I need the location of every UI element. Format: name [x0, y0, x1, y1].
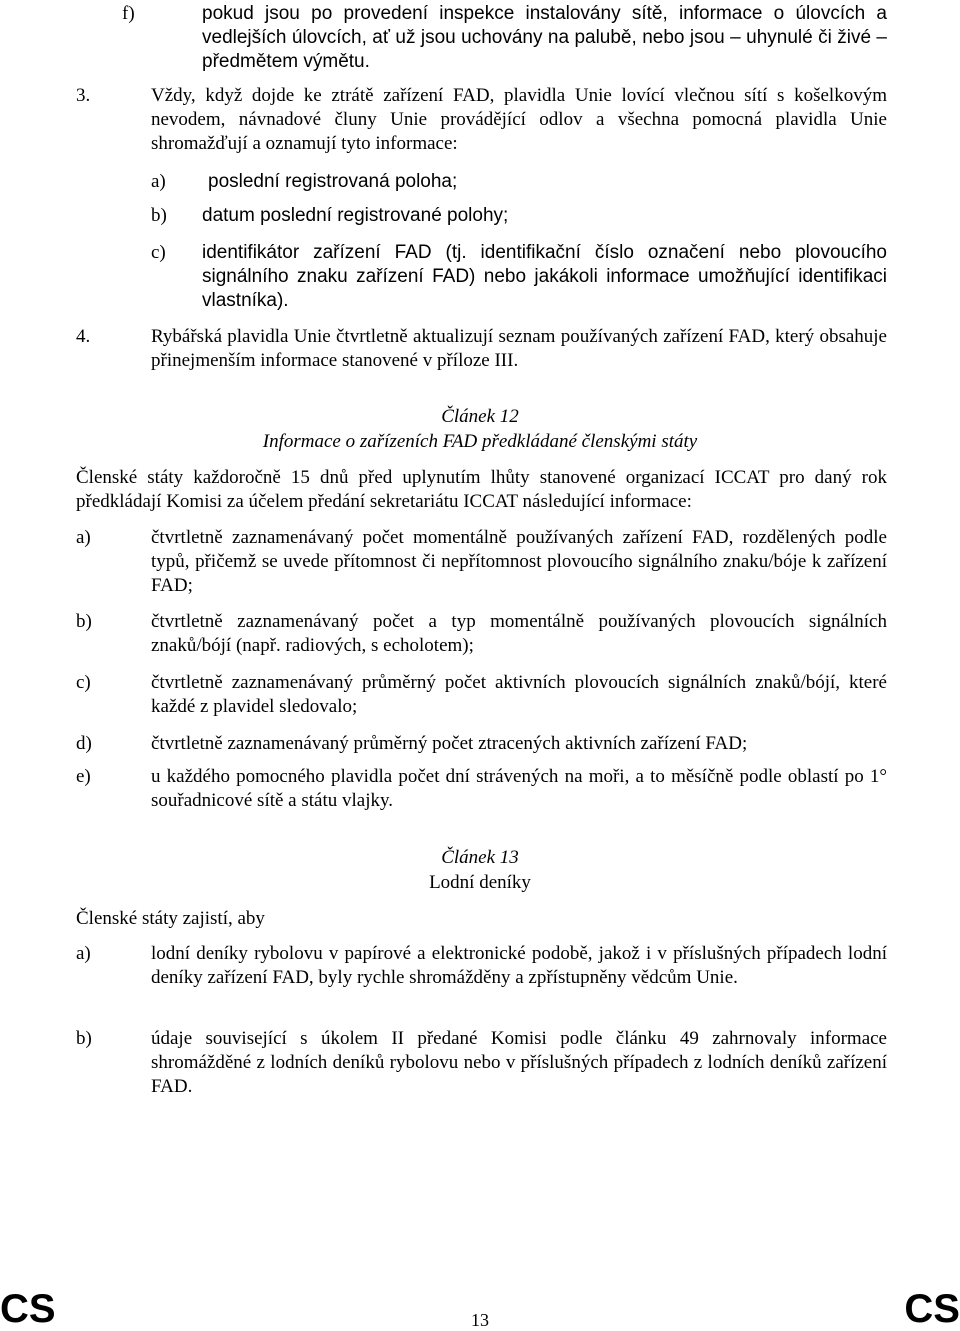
footer-language-left: CS [0, 1287, 56, 1331]
item-label: d) [76, 733, 92, 754]
article-intro: Členské státy zajistí, aby [76, 908, 265, 929]
item-text: čtvrtletně zaznamenávaný počet a typ momentálně používaných plovoucích signálních znaků/bójí (např. radiových, s echolotem); [151, 611, 887, 656]
item-text: čtvrtletně zaznamenávaný počet momentálně používaných zařízení FAD, rozdělených podle typů, přičemž se uvede přítomnost či nepřítomnost plovoucího signálního znaku/bóje k zařízení FAD; [151, 527, 887, 596]
item-text: údaje související s úkolem II předané Komisi podle článku 49 zahrnovaly informace shromážděné z lodních deníků rybolovu nebo v příslušných případech z lodních deníků zařízení FAD. [151, 1028, 887, 1097]
item-label: a) [76, 943, 91, 964]
item-label: a) [76, 527, 91, 548]
article-heading: Článek 13 [441, 847, 519, 868]
item-text: poslední registrovaná poloha; [208, 171, 458, 192]
item-text: čtvrtletně zaznamenávaný průměrný počet aktivních plovoucích signálních znaků/bójí, které každé z plavidel sledovalo; [151, 672, 887, 717]
article-subheading: Informace o zařízeních FAD předkládané členskými státy [262, 431, 698, 452]
item-text: datum poslední registrované polohy; [202, 205, 509, 226]
item-label: e) [76, 766, 91, 787]
item-text: identifikátor zařízení FAD (tj. identifikační číslo označení nebo plovoucího signálního znaku zařízení FAD) nebo jakákoli informace umožňující identifikaci vlastníka). [202, 242, 887, 311]
item-text: u každého pomocného plavidla počet dní strávených na moři, a to měsíčně podle oblastí po 1° souřadnicové sítě a státu vlajky. [151, 766, 887, 811]
paragraph-number: 4. [76, 326, 91, 347]
paragraph-number: 3. [76, 85, 91, 106]
item-label: c) [76, 672, 91, 693]
page-number: 13 [471, 1310, 489, 1330]
article-subheading: Lodní deníky [429, 872, 531, 893]
article-heading: Článek 12 [441, 406, 519, 427]
item-label: f) [122, 3, 135, 24]
item-label: c) [151, 242, 166, 263]
item-text: pokud jsou po provedení inspekce instalovány sítě, informace o úlovcích a vedlejších úlovcích, ať už jsou uchovány na palubě, nebo jsou – uhynulé či živé – předmětem výmětu. [202, 3, 887, 72]
item-label: b) [76, 1028, 92, 1049]
footer-language-right: CS [904, 1287, 960, 1331]
item-text: čtvrtletně zaznamenávaný průměrný počet ztracených aktivních zařízení FAD; [151, 733, 748, 754]
item-label: b) [151, 205, 167, 226]
item-label: b) [76, 611, 92, 632]
item-label: a) [151, 171, 166, 192]
paragraph-text: Vždy, když dojde ke ztrátě zařízení FAD, plavidla Unie lovící vlečnou sítí s košelkovým nevodem, návnadové čluny Unie provádějící odlov a všechna pomocná plavidla Unie shromažďují a oznamují tyto informace: [151, 85, 887, 154]
paragraph-text: Rybářská plavidla Unie čtvrtletně aktualizují seznam používaných zařízení FAD, který obsahuje přinejmenším informace stanovené v příloze III. [151, 326, 887, 371]
article-intro: Členské státy každoročně 15 dnů před uplynutím lhůty stanovené organizací ICCAT pro daný rok předkládají Komisi za účelem předání sekretariátu ICCAT následující informace: [76, 467, 887, 512]
item-text: lodní deníky rybolovu v papírové a elektronické podobě, jakož i v příslušných případech lodní deníky zařízení FAD, byly rychle shromážděny a zpřístupněny vědcům Unie. [151, 943, 887, 988]
